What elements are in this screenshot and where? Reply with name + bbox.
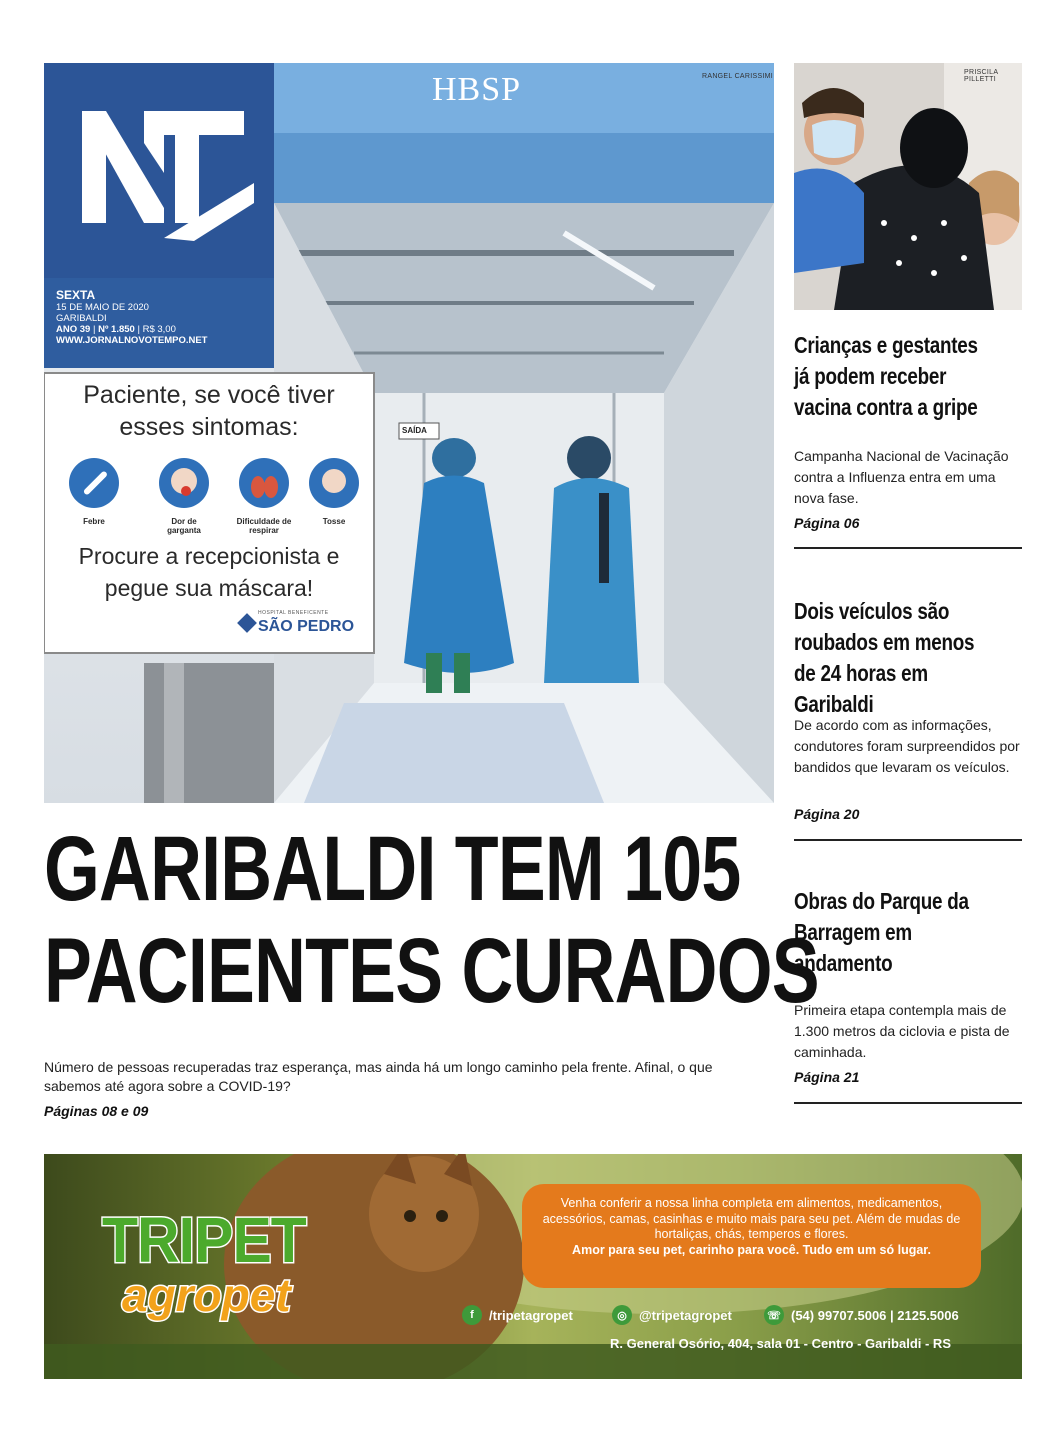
- sidebar-divider: [794, 839, 1022, 841]
- sidebar-divider: [794, 1102, 1022, 1104]
- logo[interactable]: [44, 63, 274, 278]
- edition-city: GARIBALDI: [56, 313, 107, 324]
- ad-phone[interactable]: [764, 1304, 959, 1326]
- ad-facebook[interactable]: [462, 1304, 573, 1326]
- main-page-ref[interactable]: Páginas 08 e 09: [44, 1103, 149, 1119]
- sign-call-2: pegue sua máscara!: [104, 575, 314, 601]
- sidebar-story-summary: Primeira etapa contempla mais de 1.300 metros da ciclovia e pista de caminhada.: [794, 1002, 1010, 1060]
- ad-slogan: Amor para seu pet, carinho para você. Tudo em um só lugar.: [572, 1242, 931, 1257]
- sign-line-1: Paciente, se você tiver: [83, 381, 335, 409]
- headline-line-2: PACIENTES CURADOS: [44, 920, 819, 1022]
- ad-message-bubble: [522, 1184, 981, 1288]
- tripet-advertisement[interactable]: [44, 1154, 1022, 1379]
- ad-address: R. General Osório, 404, sala 01 - Centro - Garibaldi - RS: [610, 1336, 951, 1351]
- symptom-label: Dificuldade de respirar: [236, 517, 292, 535]
- instagram-handle: @tripetagropet: [639, 1307, 732, 1323]
- sidebar-story-summary: Campanha Nacional de Vacinação contra a Influenza entra em uma nova fase.: [794, 448, 1009, 506]
- hospital-name: SÃO PEDRO: [258, 618, 355, 635]
- sidebar-story-page-ref[interactable]: Página 20: [794, 806, 860, 822]
- sidebar-divider: [794, 547, 1022, 549]
- symptom-label: Dor de garganta: [167, 517, 201, 535]
- website-link[interactable]: WWW.JORNALNOVOTEMPO.NET: [56, 335, 208, 346]
- ad-instagram[interactable]: [612, 1304, 732, 1326]
- instagram-icon: ◎: [612, 1305, 632, 1325]
- main-lead: Número de pessoas recuperadas traz esperança, mas ainda há um longo caminho pela frente. Afinal, o que sabemos até agora sobre a COVID-19?: [44, 1059, 713, 1094]
- edition-day: SEXTA: [56, 288, 96, 302]
- symptom-label: Febre: [83, 517, 105, 526]
- edition-year: ANO 39: [56, 324, 91, 335]
- exit-sign: SAÍDA: [402, 426, 427, 435]
- headline-line-1: GARIBALDI TEM 105: [44, 818, 741, 920]
- sidebar-story-title[interactable]: Obras do Parque da Barragem em andamento: [794, 888, 969, 976]
- tent-label: HBSP: [432, 71, 522, 108]
- edition-number: Nº 1.850: [98, 324, 135, 335]
- sidebar-story-title[interactable]: Crianças e gestantes já podem receber vacina contra a gripe: [794, 332, 978, 420]
- brand-logo-agropet: agropet: [122, 1269, 291, 1321]
- sidebar-story-page-ref[interactable]: Página 21: [794, 1069, 860, 1085]
- photo-credit: RANGEL CARISSIMI: [702, 73, 774, 80]
- symptom-label: Tosse: [322, 517, 346, 526]
- sidebar-story-title[interactable]: Dois veículos são roubados em menos de 24 horas em Garibaldi: [794, 598, 975, 717]
- vaccine-photo-illustration: [794, 63, 1022, 310]
- ad-message: Venha conferir a nossa linha completa em alimentos, medicamentos, acessórios, camas, casinhas e muito mais para seu pet. Além de mudas de hortaliças, chás, temperos e flores.: [542, 1196, 961, 1241]
- sign-line-2: esses sintomas:: [119, 413, 299, 441]
- sidebar-photo: [794, 63, 1022, 310]
- sign-call-1: Procure a recepcionista e: [78, 543, 340, 569]
- facebook-icon: f: [462, 1305, 482, 1325]
- main-headline[interactable]: [44, 818, 819, 1022]
- edition-info: [44, 278, 274, 368]
- hospital-subtitle: HOSPITAL BENEFICENTE: [258, 610, 329, 616]
- nt-logo-mark: [44, 63, 274, 278]
- sidebar-story-page-ref[interactable]: Página 06: [794, 515, 860, 531]
- brand-logo-tripet: TRIPET: [102, 1204, 306, 1276]
- phone-number: (54) 99707.5006 | 2125.5006: [791, 1307, 959, 1323]
- masthead: [44, 63, 274, 368]
- whatsapp-icon: ☏: [764, 1305, 784, 1325]
- edition-details: ANO 39 | Nº 1.850 | R$ 3,00: [56, 324, 176, 335]
- edition-price: R$ 3,00: [142, 324, 176, 335]
- sidebar-story-summary: De acordo com as informações, condutores foram surpreendidos por bandidos que levaram os veículos.: [794, 717, 1020, 775]
- facebook-handle: /tripetagropet: [489, 1307, 573, 1323]
- sidebar-photo-credit: PRISCILA PILLETTI: [964, 69, 998, 83]
- edition-date: 15 DE MAIO DE 2020: [56, 302, 149, 313]
